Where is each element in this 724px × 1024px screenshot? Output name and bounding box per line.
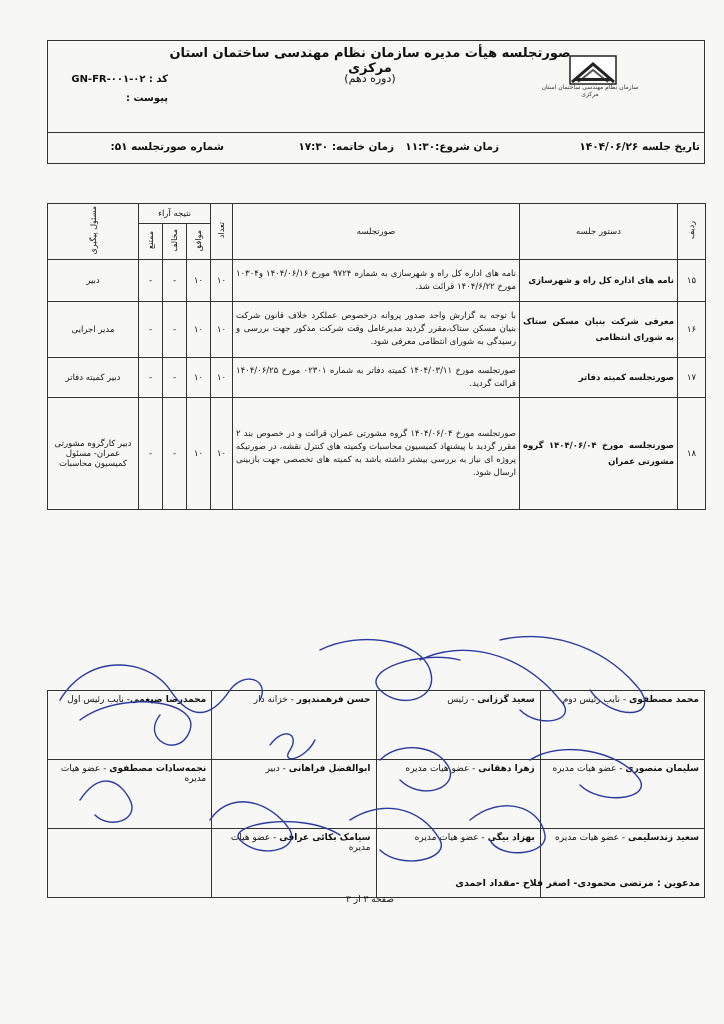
- header-followup: مسئول پیگیری: [48, 204, 139, 260]
- logo-caption: سازمان نظام مهندسی ساختمان استان مرکزی: [541, 84, 639, 98]
- row-agree: ۱۰: [187, 398, 211, 510]
- header-abstain: ممتنع: [139, 224, 163, 260]
- table-row: [48, 260, 706, 302]
- row-disagree: -: [163, 358, 187, 398]
- row-agenda: معرفی شرکت بنیان مسکن ستاک به شورای انتظامی: [520, 302, 678, 358]
- header-disagree: مخالف: [163, 224, 187, 260]
- form-code: کد : GN-FR-۰۰۱-۰۲: [71, 74, 168, 85]
- signature-cell: محمدرضا ضیغمی- نایب رئیس اول: [48, 691, 212, 760]
- header-minutes: صورتجلسه: [233, 204, 520, 260]
- row-followup: مدیر اجرایی: [48, 302, 139, 358]
- table-row: [48, 358, 706, 398]
- start-time: زمان شروع:۱۱:۳۰: [405, 141, 499, 153]
- row-followup: دبیر کمیته دفاتر: [48, 358, 139, 398]
- minutes-table: [47, 203, 706, 510]
- header-agenda: دستور جلسه: [520, 204, 678, 260]
- row-number: ۱۷: [678, 358, 706, 398]
- row-abstain: -: [139, 302, 163, 358]
- invited-guests: مدعوین : مرتضی محمودی- اصغر فلاح -مقداد احمدی: [455, 878, 700, 889]
- row-minutes: با توجه به گزارش واحد صدور پروانه درخصوص عملکرد خلاف قانون شرکت بنیان مسکن ستاک،مقرر گردید مدیرعامل وقت شرکت مذکور جهت بررسی و رسیدگی به شورای انتظامی معرفی شود.: [233, 302, 520, 358]
- header-agree: موافق: [187, 224, 211, 260]
- signature-cell: بهزاد بیگی - عضو هیات مدیره: [376, 829, 540, 898]
- row-number: ۱۸: [678, 398, 706, 510]
- signature-cell: ابوالفضل فراهانی - دبیر: [212, 760, 376, 829]
- signature-cell: سیامک بکائی عراقی - عضو هیات مدیره: [212, 829, 376, 898]
- row-agree: ۱۰: [187, 358, 211, 398]
- row-followup: دبیر کارگروه مشورتی عمران- مسئول کمیسیون محاسبات: [48, 398, 139, 510]
- signature-cell: سلیمان منصوری - عضو هیات مدیره: [540, 760, 704, 829]
- session-number: شماره صورتجلسه ۵۱:: [110, 141, 224, 153]
- row-followup: دبیر: [48, 260, 139, 302]
- table-row: [48, 302, 706, 358]
- signature-cell: سعید گززانی - رئیس: [376, 691, 540, 760]
- end-time: زمان خاتمه: ۱۷:۳۰: [298, 141, 394, 153]
- row-abstain: -: [139, 398, 163, 510]
- row-abstain: -: [139, 358, 163, 398]
- document-title: صورتجلسه هیأت مدیره سازمان نظام مهندسی ساختمان استان مرکزی: [169, 46, 571, 76]
- header-count: تعداد: [211, 204, 233, 260]
- attachment-label: پیوست :: [125, 93, 168, 104]
- signature-cell: سعید زندسلیمی - عضو هیات مدیره: [540, 829, 704, 898]
- header-votes: نتیجه آراء: [139, 204, 211, 224]
- row-minutes: نامه های اداره کل راه و شهرسازی به شماره ۹۷۲۴ مورخ ۱۴۰۴/۰۶/۱۶ و۱۰۳۰۴ مورخ ۱۴۰۴/۶/۲۲ قرائت شد.: [233, 260, 520, 302]
- row-minutes: صورتجلسه مورخ ۱۴۰۴/۰۶/۰۴ گروه مشورتی عمران قرائت و در خصوص بند ۲ مقرر گردید با پیشنهاد کمیسیون محاسبات وکمیته های کنترل نقشه، در صورتیکه پروژه ای نیاز به بررسی بیشتر داشته باشد به کمیته های تخصصی جهت بازبینی ارسال شود.: [233, 398, 520, 510]
- row-count: ۱۰: [211, 302, 233, 358]
- row-agree: ۱۰: [187, 260, 211, 302]
- row-abstain: -: [139, 260, 163, 302]
- document-subtitle: (دوره دهم): [344, 72, 396, 85]
- table-row: [48, 398, 706, 510]
- row-disagree: -: [163, 398, 187, 510]
- session-date: تاریخ جلسه ۱۴۰۴/۰۶/۲۶: [579, 141, 700, 153]
- signature-cell: [48, 829, 212, 898]
- row-minutes: صورتجلسه مورخ ۱۴۰۴/۰۳/۱۱ کمیته دفاتر به شماره ۰۲۳۰۱ مورخ ۱۴۰۴/۰۶/۲۵ قرائت گردید.: [233, 358, 520, 398]
- row-count: ۱۰: [211, 398, 233, 510]
- signature-table: [47, 690, 705, 898]
- signature-cell: محمد مصطفوی - نایب رئیس دوم: [540, 691, 704, 760]
- row-count: ۱۰: [211, 358, 233, 398]
- row-agree: ۱۰: [187, 302, 211, 358]
- row-agenda: نامه های اداره کل راه و شهرسازی: [520, 260, 678, 302]
- row-number: ۱۵: [678, 260, 706, 302]
- row-agenda: صورتجلسه مورخ ۱۴۰۴/۰۶/۰۴ گروه مشورتی عمران: [520, 398, 678, 510]
- page-number: صفحه ۳ از ۳: [346, 895, 394, 905]
- row-number: ۱۶: [678, 302, 706, 358]
- row-count: ۱۰: [211, 260, 233, 302]
- row-agenda: صورتجلسه کمیته دفاتر: [520, 358, 678, 398]
- signature-cell: زهرا دهقانی - عضو هیات مدیره: [376, 760, 540, 829]
- row-disagree: -: [163, 302, 187, 358]
- signature-cell: حسن فرهمندپور - خزانه دار: [212, 691, 376, 760]
- row-disagree: -: [163, 260, 187, 302]
- header-divider: [47, 132, 705, 133]
- header-row-no: ردیف: [678, 204, 706, 260]
- signature-cell: نجمه‌سادات مصطفوی - عضو هیات مدیره: [48, 760, 212, 829]
